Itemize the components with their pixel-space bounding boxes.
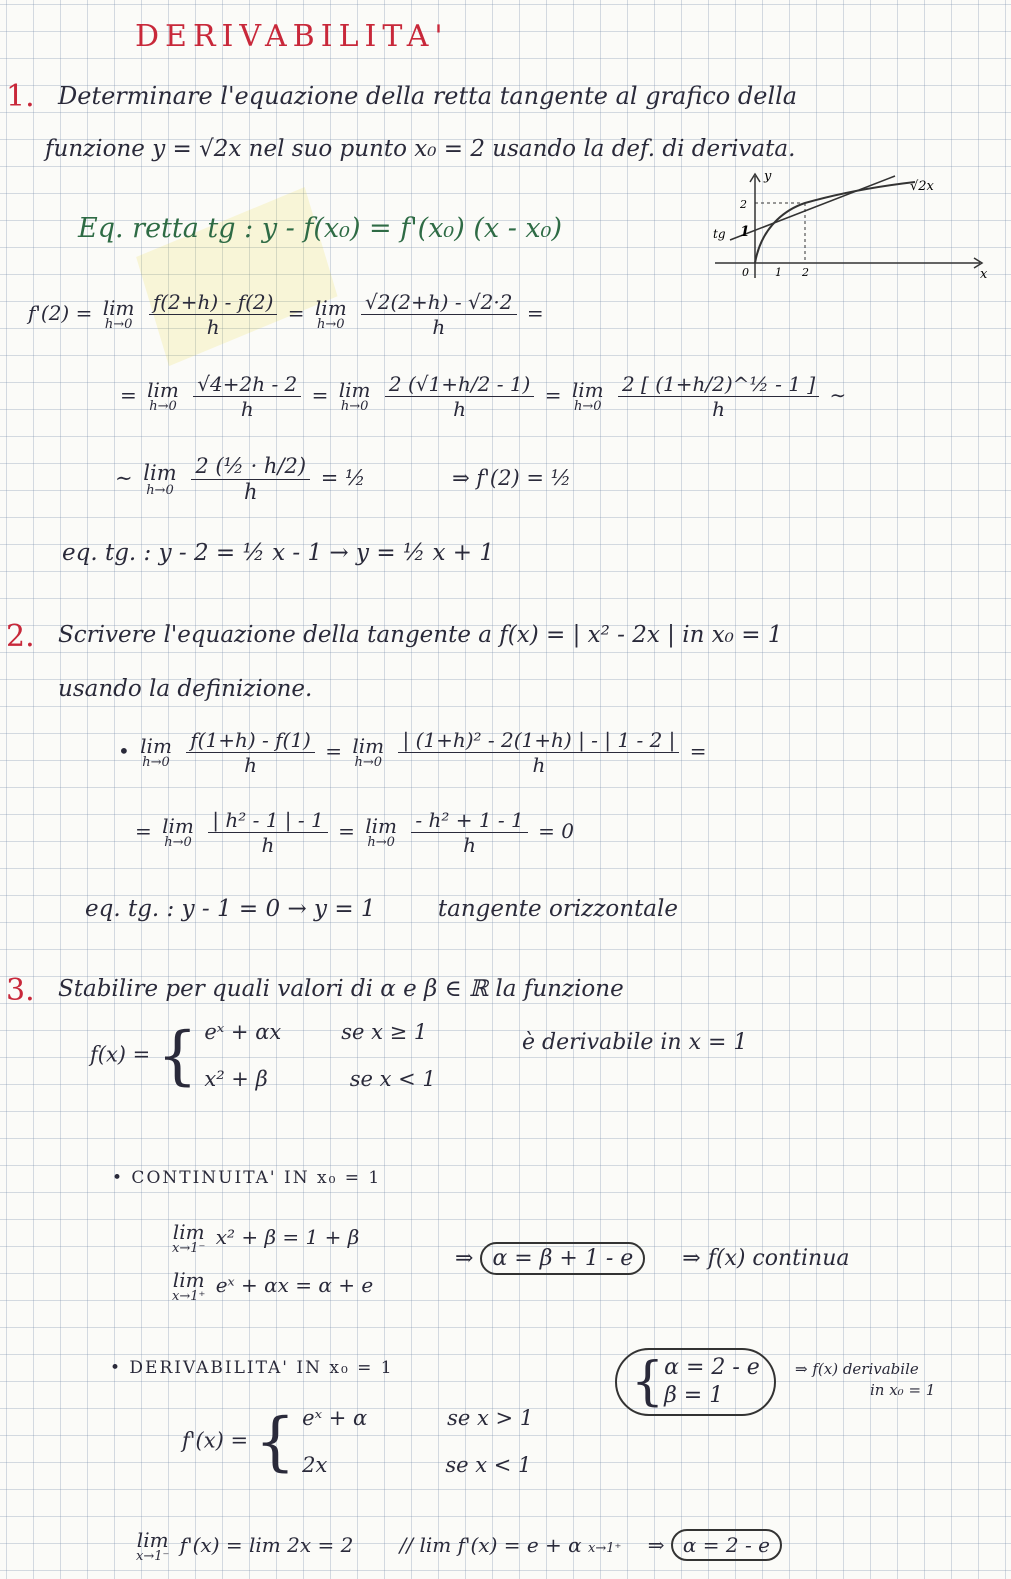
- graph-x-tick-1: 1: [775, 266, 782, 279]
- sqrt-curve: [755, 182, 915, 263]
- p2-fraction-4: $\frac{\text{- h² + 1 - 1}}{h}$: [411, 810, 527, 855]
- brace-icon: {: [631, 1352, 665, 1412]
- graph-x-label: x: [980, 267, 988, 282]
- limit-symbol: lim h→0: [352, 734, 385, 770]
- problem-2-text-line2: usando la definizione.: [58, 676, 313, 702]
- problem-2-step-2: = lim h→0 $\frac{\text{| h² - 1 | - 1}}{h}$ = lim h→0 $\frac{\text{- h² + 1 - 1}}{h}$ = 0: [135, 808, 574, 857]
- derivative-step-3: ∼ lim h→0 $\frac{\text{2 (½ · h/2)}}{h}$ = ½ ⇒ f'(2) = ½: [115, 454, 571, 504]
- problem-2-text-line1: Scrivere l'equazione della tangente a f(x) = | x² - 2x | in x₀ = 1: [58, 622, 783, 648]
- limit-symbol: lim h→0: [162, 814, 194, 850]
- p2-fraction-2: $\frac{\text{| (1+h)² - 2(1+h) | - | 1 - 2 |}}{h}$: [398, 730, 679, 775]
- brace-icon: {: [254, 1405, 296, 1479]
- problem-1-number: 1.: [6, 79, 35, 114]
- graph-y-label: y: [764, 169, 772, 184]
- step1-fraction-2: $\frac{√2(2+h) - √2\cdot 2}{h}$: [361, 292, 516, 337]
- derivative-piecewise: [182, 1405, 534, 1479]
- continuity-conclusion: ⇒ f(x) continua: [682, 1246, 850, 1271]
- system-boxed: [615, 1348, 776, 1416]
- limit-symbol: lim h→0: [143, 460, 177, 498]
- graph-side-label: tg: [713, 227, 726, 241]
- problem-3-number: 3.: [6, 973, 35, 1008]
- problem-1-tangent-equation: eq. tg. : y - 2 = ½ x - 1 → y = ½ x + 1: [62, 540, 495, 566]
- problem-3-text-line1: Stabilire per quali valori di α e β ∈ ℝ la funzione: [58, 976, 624, 1002]
- limit-symbol: lim x→1⁺: [172, 1268, 206, 1304]
- problem-3-text-tail: è derivabile in x = 1: [522, 1030, 748, 1055]
- step1-fraction-1: $\frac{f(2+h) - f(2)}{h}$: [149, 292, 278, 337]
- limit-symbol: lim h→0: [140, 734, 172, 770]
- graph-x-tick-2: 2: [802, 266, 809, 279]
- graph-intercept: 1: [740, 224, 750, 240]
- step2-fraction-1: $\frac{√4+2h - 2}{h}$: [193, 374, 301, 419]
- limit-symbol: lim h→0: [365, 814, 397, 850]
- p2-fraction-3: $\frac{\text{| h² - 1 | - 1}}{h}$: [208, 810, 327, 855]
- piecewise-function: [90, 1019, 436, 1093]
- derivative-step-1: f'(2) = lim h→0 $\frac{f(2+h) - f(2)}{h}$ = lim h→0 $\frac{√2(2+h) - √2\cdot 2}{h}$ =: [28, 290, 544, 339]
- derivative-cases: eˣ + α se x > 1 2x se x < 1: [302, 1406, 534, 1477]
- continuity-boxed: α = β + 1 - e: [480, 1242, 645, 1275]
- step3-result: = ½: [320, 466, 366, 490]
- continuity-limit-2: lim x→1⁺ eˣ + αx = α + e: [172, 1268, 374, 1304]
- step2-fraction-2: $\frac{2 (√1+h/2 - 1)}{h}$: [385, 374, 534, 419]
- limit-symbol: lim h→0: [338, 378, 371, 414]
- step3-conclusion: ⇒ f'(2) = ½: [452, 466, 571, 490]
- derivability-heading: • DERIVABILITA' IN x₀ = 1: [110, 1358, 394, 1378]
- final-boxed: α = 2 - e: [671, 1529, 782, 1561]
- system-conclusion: ⇒ f(x) derivabile in x₀ = 1: [795, 1360, 936, 1399]
- graph-origin: 0: [742, 266, 749, 279]
- page-title: DERIVABILITA': [135, 19, 449, 54]
- final-left: f'(x) = lim 2x = 2: [179, 1533, 354, 1557]
- p2-result: = 0: [538, 819, 574, 843]
- p2-tangent-eq: eq. tg. : y - 1 = 0 → y = 1: [85, 896, 376, 922]
- tangent-graph: [680, 168, 990, 283]
- p2-note: tangente orizzontale: [437, 896, 678, 922]
- problem-2-tangent-equation: [85, 898, 678, 921]
- step3-fraction: $\frac{\text{2 (½ · h/2)}}{h}$: [191, 456, 310, 503]
- continuity-heading: • CONTINUITA' IN x₀ = 1: [112, 1168, 382, 1188]
- continuity-limit-1: lim x→1⁻ x² + β = 1 + β: [172, 1220, 360, 1256]
- problem-2-number: 2.: [6, 619, 35, 654]
- limit-symbol: lim h→0: [147, 378, 179, 414]
- step2-fraction-3: $\frac{\text{2 [ (1+h/2)\textasciicircum{}½ - 1 ]}}{h}$: [618, 374, 819, 419]
- graph-curve-label: √2x: [910, 179, 934, 194]
- limit-symbol: lim h→0: [314, 296, 347, 332]
- continuity-result: ⇒ α = β + 1 - e ⇒ f(x) continua: [455, 1248, 850, 1270]
- system-alpha: α = 2 - e: [664, 1355, 760, 1380]
- limit-symbol: lim x→1⁻: [172, 1220, 206, 1256]
- problem-1-text-line1: Determinare l'equazione della retta tangente al grafico della: [58, 82, 798, 110]
- p2-fraction-1: $\frac{f(1+h) - f(1)}{h}$: [186, 730, 315, 775]
- problem-1-text-line2: funzione y = √2x nel suo punto x₀ = 2 usando la def. di derivata.: [45, 136, 796, 162]
- system-beta: β = 1: [664, 1383, 724, 1408]
- final-mid: // lim f'(x) = e + α: [399, 1533, 582, 1557]
- final-mid-sub: x→1⁺: [588, 1541, 622, 1556]
- final-limits: lim x→1⁻ f'(x) = lim 2x = 2 // lim f'(x) = e + α x→1⁺ ⇒ α = 2 - e: [132, 1530, 782, 1563]
- tangent-formula: Eq. retta tg : y - f(x₀) = f'(x₀) (x - x₀): [78, 213, 563, 244]
- function-cases: eˣ + αx se x ≥ 1 x² + β se x < 1: [204, 1020, 436, 1091]
- limit-symbol: lim x→1⁻: [136, 1528, 170, 1564]
- limit-symbol: lim h→0: [102, 296, 135, 332]
- derivative-step-2: = lim h→0 $\frac{√4+2h - 2}{h}$ = lim h→0 $\frac{2 (√1+h/2 - 1)}{h}$ = lim h→0 $\frac{\text{2 [ (1+h/2)\textasciicircum{}½ - 1 ]}}{h}$ ∼: [120, 372, 847, 421]
- step1-lhs: f'(2) =: [28, 301, 93, 325]
- limit-symbol: lim h→0: [571, 378, 604, 414]
- fprime-lhs: f'(x) =: [182, 1428, 249, 1453]
- tangent-graph-svg: [680, 168, 990, 283]
- f-lhs: f(x) =: [90, 1042, 151, 1067]
- graph-y-tick: 2: [740, 198, 747, 211]
- solution-system: [615, 1348, 776, 1416]
- brace-icon: {: [156, 1019, 198, 1093]
- problem-2-step-1: • lim h→0 $\frac{f(1+h) - f(1)}{h}$ = lim h→0 $\frac{\text{| (1+h)² - 2(1+h) | - | 1 - 2 |}}{h}$ =: [118, 728, 707, 777]
